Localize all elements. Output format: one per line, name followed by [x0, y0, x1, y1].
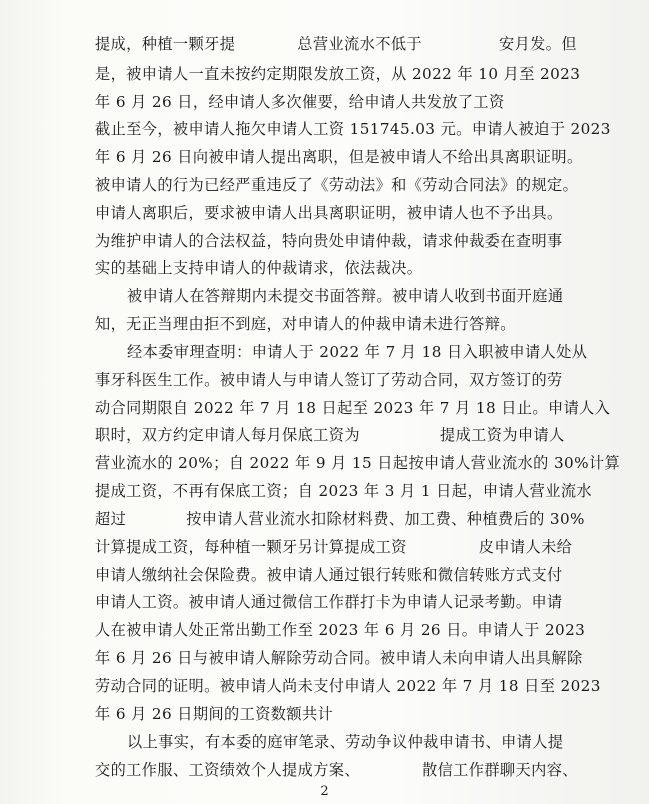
text-line: 提成工资，不再有保底工资；自 2023 年 3 月 1 日起，申请人营业流水	[95, 482, 593, 500]
text-line: 以上事实，有本委的庭审笔录、劳动争议仲裁申请书、申请人提	[127, 733, 564, 751]
text-fragment: 皮申请人未给	[478, 538, 573, 556]
text-line: 年 6 月 26 日，经申请人多次催要，给申请人共发放了工资	[95, 93, 505, 111]
text-line: 年 6 月 26 日与被申请人解除劳动合同。被申请人未向申请人出具解除	[95, 649, 583, 667]
text-line: 为维护申请人的合法权益，特向贵处申请仲裁，请求仲裁委在查明事	[95, 232, 563, 250]
text-fragment: 计算提成工资，每种植一颗牙另计算提成工资	[95, 538, 407, 556]
text-line: 营业流水的 20%；自 2022 年 9 月 15 日起按申请人营业流水的 30%计算	[95, 454, 621, 472]
text-line: 截止至今，被申请人拖欠申请人工资 151745.03 元。申请人被迫于 2023	[95, 120, 611, 138]
text-line: 申请人缴纳社会保险费。被申请人通过银行转账和微信转账方式支付	[95, 566, 563, 584]
text-fragment: 职时，双方约定申请人每月保底工资为	[95, 426, 360, 444]
text-line: 被申请人的行为已经严重违反了《劳动法》和《劳动合同法》的规定。	[95, 176, 579, 194]
text-line: 人在被申请人处正常出勤工作至 2023 年 6 月 26 日。申请人于 2023	[95, 621, 586, 639]
text-fragment: 交的工作服、工资绩效个人提成方案、	[95, 761, 360, 779]
text-fragment: 按申请人营业流水扣除材料费、加工费、种植费后的 30%	[186, 510, 585, 528]
text-line	[95, 759, 578, 781]
text-fragment: 提成工资为申请人	[440, 426, 565, 444]
text-line: 动合同期限自 2022 年 7 月 18 日起至 2023 年 7 月 18 日止。申请人入	[95, 399, 611, 417]
text-line: 事牙科医生工作。被申请人与申请人签订了劳动合同，双方签订的劳	[95, 371, 563, 389]
text-fragment: 安月发。但	[499, 35, 577, 53]
text-fragment: 提成，种植一颗牙提	[95, 35, 236, 53]
text-line: 年 6 月 26 日向被申请人提出离职，但是被申请人不给出具离职证明。	[95, 148, 583, 166]
text-fragment: 总营业流水不低于	[297, 35, 422, 53]
text-line: 劳动合同的证明。被申请人尚未支付申请人 2022 年 7 月 18 日至 2023	[95, 677, 601, 695]
text-line	[95, 536, 572, 558]
text-line: 年 6 月 26 日期间的工资数额共计	[95, 705, 334, 723]
text-line: 经本委审理查明：申请人于 2022 年 7 月 18 日入职被申请人处从	[127, 343, 588, 361]
text-line: 被申请人在答辩期内未提交书面答辩。被申请人收到书面开庭通	[127, 287, 564, 305]
text-line: 知，无正当理由拒不到庭，对申请人的仲裁申请未进行答辩。	[95, 315, 516, 333]
page-number: 2	[320, 784, 329, 799]
text-line: 申请人离职后，要求被申请人出具离职证明，被申请人也不予出具。	[95, 204, 563, 222]
text-fragment: 超过	[95, 510, 127, 528]
text-line	[95, 424, 565, 446]
text-fragment: 散信工作群聊天内容、	[422, 761, 578, 779]
text-line: 实的基础上支持申请人的仲裁请求，依法裁决。	[95, 259, 423, 277]
text-line	[95, 33, 577, 55]
text-line: 是，被申请人一直未按约定期限发放工资，从 2022 年 10 月至 2023	[95, 65, 581, 83]
text-line	[95, 508, 585, 530]
text-line: 申请人工资。被申请人通过微信工作群打卡为申请人记录考勤。申请	[95, 593, 563, 611]
